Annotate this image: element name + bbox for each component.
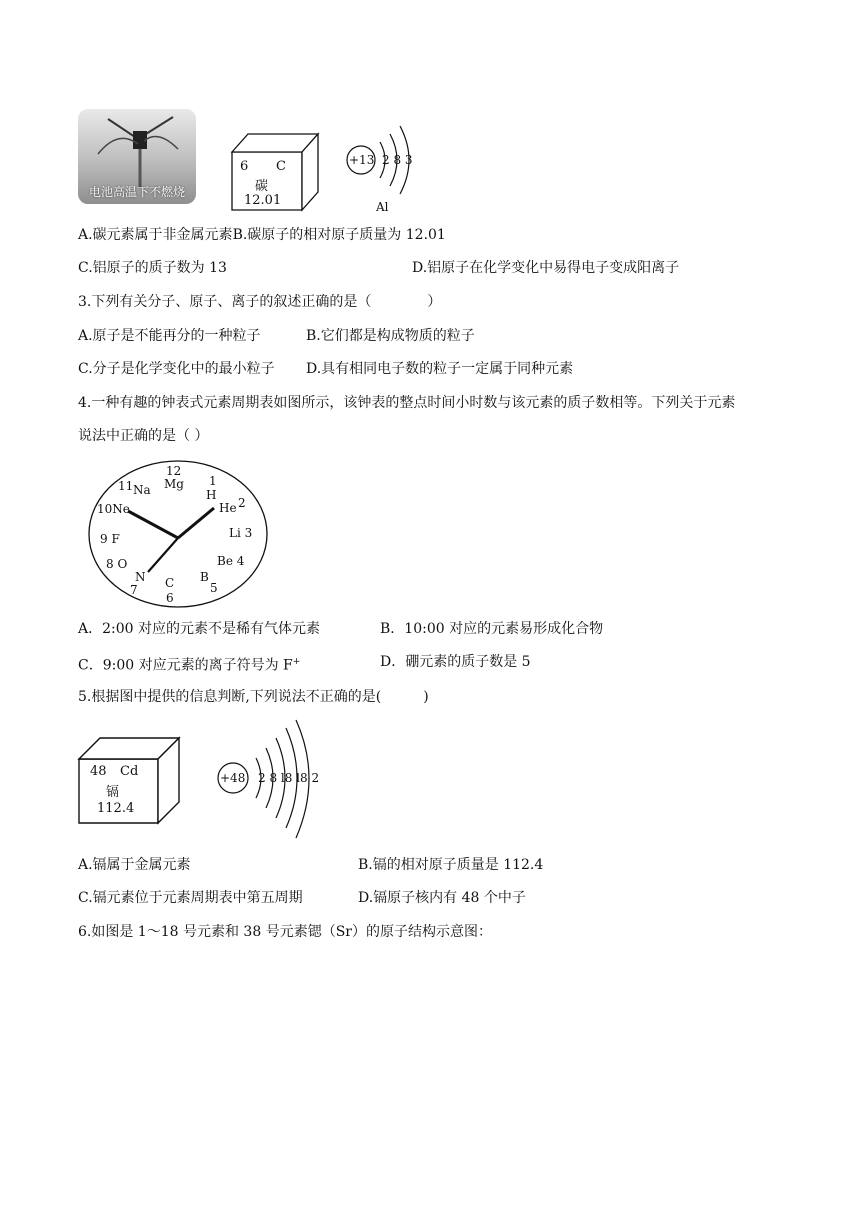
q3-option-d: D.具有相同电子数的粒子一定属于同种元素 bbox=[306, 361, 574, 377]
carbon-name: 碳 bbox=[255, 179, 269, 194]
clock-11-symbol: Na bbox=[133, 483, 151, 497]
clock-7-symbol: N bbox=[135, 570, 146, 584]
clock-12-number: 12 bbox=[166, 464, 182, 478]
q5-option-c: C.镉元素位于元素周期表中第五周期 bbox=[78, 890, 303, 906]
q5-option-d: D.镉原子核内有 48 个中子 bbox=[358, 890, 526, 906]
q5-stem: 5.根据图中提供的信息判断,下列说法不正确的是( ) bbox=[78, 689, 429, 705]
q5-option-b: B.镉的相对原子质量是 112.4 bbox=[358, 857, 544, 873]
clock-1-number: 1 bbox=[209, 474, 217, 488]
carbon-symbol: C bbox=[276, 159, 286, 174]
q2-option-d: D.铝原子在化学变化中易得电子变成阳离子 bbox=[412, 260, 680, 276]
q4-option-c-text: C．9:00 对应元素的离子符号为 F bbox=[78, 657, 293, 674]
clock-7-number: 7 bbox=[130, 583, 138, 597]
q3-option-c: C.分子是化学变化中的最小粒子 bbox=[78, 361, 275, 377]
al-shells: 2 8 3 bbox=[382, 153, 413, 167]
clock-2-symbol: He bbox=[219, 501, 237, 515]
al-symbol: Al bbox=[376, 200, 389, 214]
carbon-mass: 12.01 bbox=[244, 193, 282, 208]
clock-9: 9 F bbox=[100, 532, 120, 546]
q3-option-a: A.原子是不能再分的一种粒子 bbox=[78, 328, 261, 344]
q5-option-a: A.镉属于金属元素 bbox=[78, 857, 191, 873]
clock-11-number: 11 bbox=[118, 479, 134, 493]
q4-option-d: D．硼元素的质子数是 5 bbox=[380, 654, 531, 670]
q2-option-c: C.铝原子的质子数为 13 bbox=[78, 260, 227, 276]
q3-stem: 3.下列有关分子、原子、离子的叙述正确的是（ ） bbox=[78, 294, 442, 310]
q2-option-b: B.碳原子的相对原子质量为 12.01 bbox=[232, 227, 446, 243]
cd-name: 镉 bbox=[106, 785, 120, 800]
clock-4: Be 4 bbox=[217, 554, 245, 568]
clock-8: 8 O bbox=[106, 557, 128, 571]
clock-6-number: 6 bbox=[166, 591, 174, 605]
cd-mass: 112.4 bbox=[97, 801, 135, 816]
q2-options-ab bbox=[78, 225, 446, 245]
q2-option-a: A.碳元素属于非金属元素 bbox=[78, 227, 233, 243]
cd-shells: 2 8 l8 l8 2 bbox=[258, 771, 320, 785]
cd-symbol: Cd bbox=[120, 764, 139, 779]
q4-option-c bbox=[78, 652, 300, 676]
clock-3: Li 3 bbox=[229, 526, 253, 540]
clock-6-symbol: C bbox=[165, 576, 175, 590]
q3-option-b: B.它们都是构成物质的粒子 bbox=[306, 328, 475, 344]
q4-stem-line2: 说法中正确的是（ ） bbox=[78, 428, 209, 444]
clock-12-symbol: Mg bbox=[164, 477, 184, 491]
battery-photo bbox=[78, 109, 196, 204]
carbon-number: 6 bbox=[240, 159, 249, 174]
q4-option-c-charge: + bbox=[292, 657, 301, 667]
clock-10: 10Ne bbox=[97, 502, 130, 516]
q6-stem: 6.如图是 1～18 号元素和 38 号元素锶（Sr）的原子结构示意图： bbox=[78, 924, 492, 940]
clock-5-number: 5 bbox=[210, 581, 218, 595]
photo-caption: 电池高温下不燃烧 bbox=[88, 185, 185, 199]
q4-option-a: A．2:00 对应的元素不是稀有气体元素 bbox=[78, 621, 320, 637]
clock-1-symbol: H bbox=[206, 488, 217, 502]
q4-option-b: B．10:00 对应的元素易形成化合物 bbox=[380, 621, 604, 637]
cd-number: 48 bbox=[90, 764, 107, 779]
clock-5-symbol: B bbox=[200, 570, 209, 584]
al-nucleus: +13 bbox=[349, 153, 375, 167]
clock-2-number: 2 bbox=[238, 496, 246, 510]
q4-stem-line1: 4.一种有趣的钟表式元素周期表如图所示，该钟表的整点时间小时数与该元素的质子数相等。下列关于元素 bbox=[78, 395, 736, 411]
cd-nucleus: +48 bbox=[220, 771, 246, 785]
